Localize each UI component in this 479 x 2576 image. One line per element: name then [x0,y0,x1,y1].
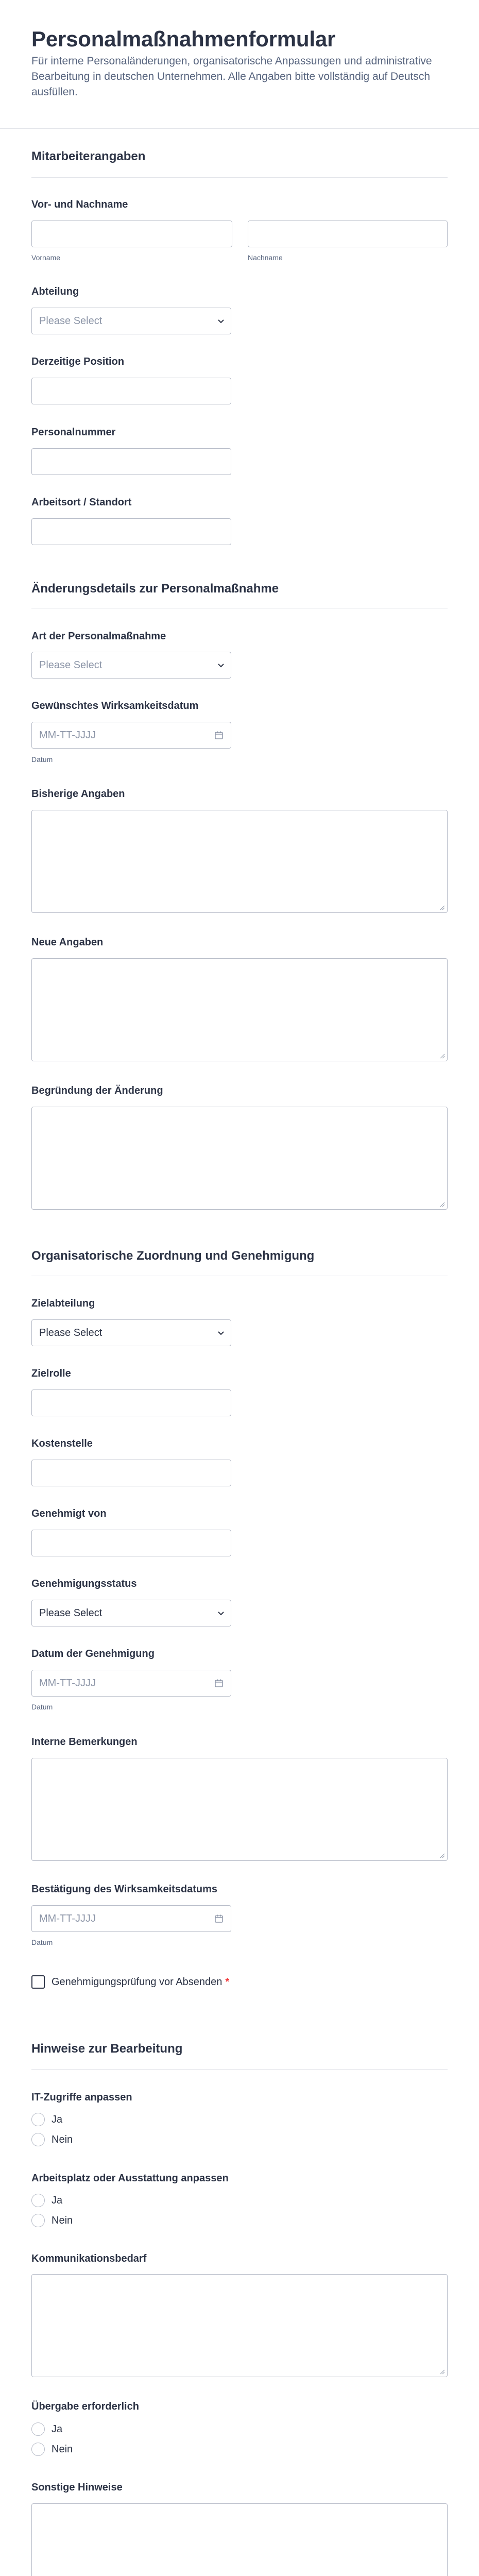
effective-date-input[interactable] [31,722,231,749]
chevron-down-icon [217,1329,225,1336]
it-access-no-radio[interactable] [31,2133,45,2146]
it-access-label: IT-Zugriffe anpassen [31,2092,132,2103]
calendar-icon[interactable] [214,1914,224,1923]
target-role-input[interactable] [31,1389,231,1416]
previous-data-textarea[interactable] [31,810,448,913]
approval-status-select[interactable] [31,1600,231,1626]
resize-grip-icon[interactable] [439,1852,445,1858]
department-select[interactable] [31,308,231,334]
department-label: Abteilung [31,286,79,297]
cost-center-input[interactable] [31,1460,231,1486]
communication-textarea[interactable] [31,2274,448,2377]
page-subtitle: Für interne Personaländerungen, organisatorische Anpassungen und administrative Bearbeitung in deutschen Unternehmen. Alle Angaben bitte vollständig auf Deutsch ausfüllen. [31,55,432,98]
resize-grip-icon[interactable] [439,2368,445,2375]
section-title-employee: Mitarbeiterangaben [31,149,146,163]
approval-check-text: Genehmigungsprüfung vor Absenden [52,1976,223,1988]
workplace-no-label[interactable]: Nein [52,2215,73,2226]
reason-label: Begründung der Änderung [31,1085,163,1096]
previous-data-label: Bisherige Angaben [31,788,125,800]
workplace-yes-radio[interactable] [31,2194,45,2207]
chevron-down-icon [217,317,225,325]
confirm-date-sublabel: Datum [31,1938,53,1946]
handover-no-label[interactable]: Nein [52,2444,73,2455]
workplace-label: Arbeitsplatz oder Ausstattung anpassen [31,2173,229,2184]
action-type-select-value: Please Select [39,659,102,671]
internal-notes-label: Interne Bemerkungen [31,1736,138,1748]
internal-notes-textarea[interactable] [31,1758,448,1861]
effective-date-label: Gewünschtes Wirksamkeitsdatum [31,700,199,711]
divider [31,2069,448,2070]
approved-by-input[interactable] [31,1530,231,1556]
first-name-input[interactable] [31,221,232,247]
last-name-sublabel: Nachname [248,253,283,262]
workplace-yes-label[interactable]: Ja [52,2195,63,2206]
reason-textarea[interactable] [31,1107,448,1210]
approved-by-label: Genehmigt von [31,1508,107,1519]
last-name-input[interactable] [248,221,448,247]
section-title-processing-notes: Hinweise zur Bearbeitung [31,2042,183,2056]
chevron-down-icon [217,662,225,669]
other-notes-textarea[interactable] [31,2503,448,2576]
section-title-change-details: Änderungsdetails zur Personalmaßnahme [31,582,279,596]
personnel-number-label: Personalnummer [31,427,116,438]
calendar-icon[interactable] [214,1679,224,1688]
chevron-down-icon [217,1609,225,1617]
resize-grip-icon[interactable] [439,1053,445,1059]
location-input[interactable] [31,518,231,545]
confirm-date-placeholder: MM-TT-JJJJ [39,1913,96,1924]
resize-grip-icon[interactable] [439,904,445,910]
approval-date-sublabel: Datum [31,1703,53,1711]
workplace-no-radio[interactable] [31,2214,45,2227]
confirm-date-label: Bestätigung des Wirksamkeitsdatums [31,1884,218,1895]
page-title: Personalmaßnahmenformular [31,27,336,51]
confirm-date-input[interactable] [31,1905,231,1932]
approval-check-label [52,1976,229,1988]
new-data-textarea[interactable] [31,958,448,1061]
effective-date-sublabel: Datum [31,755,53,764]
other-notes-label: Sonstige Hinweise [31,2482,123,2493]
name-label: Vor- und Nachname [31,199,128,210]
personnel-number-input[interactable] [31,448,231,475]
action-type-label: Art der Personalmaßnahme [31,631,166,642]
handover-yes-radio[interactable] [31,2422,45,2436]
department-select-value: Please Select [39,315,102,327]
approval-date-placeholder: MM-TT-JJJJ [39,1677,96,1689]
handover-label: Übergabe erforderlich [31,2401,139,2412]
position-label: Derzeitige Position [31,356,125,367]
new-data-label: Neue Angaben [31,937,104,948]
required-mark: * [225,1976,230,1988]
target-department-label: Zielabteilung [31,1298,95,1309]
action-type-select[interactable] [31,652,231,679]
approval-status-label: Genehmigungsstatus [31,1578,137,1589]
form-header [0,0,479,129]
calendar-icon[interactable] [214,731,224,740]
location-label: Arbeitsort / Standort [31,497,132,508]
handover-no-radio[interactable] [31,2443,45,2456]
target-role-label: Zielrolle [31,1368,71,1379]
approval-date-label: Datum der Genehmigung [31,1648,155,1659]
approval-status-select-value: Please Select [39,1607,102,1619]
target-department-select-value: Please Select [39,1327,102,1338]
handover-yes-label[interactable]: Ja [52,2424,63,2435]
effective-date-placeholder: MM-TT-JJJJ [39,730,96,741]
communication-label: Kommunikationsbedarf [31,2253,147,2264]
approval-date-input[interactable] [31,1670,231,1697]
it-access-no-label[interactable]: Nein [52,2134,73,2145]
resize-grip-icon[interactable] [439,1201,445,1207]
it-access-yes-radio[interactable] [31,2113,45,2126]
it-access-yes-label[interactable]: Ja [52,2114,63,2125]
first-name-sublabel: Vorname [31,253,61,262]
target-department-select[interactable] [31,1319,231,1346]
cost-center-label: Kostenstelle [31,1438,93,1449]
section-title-approval: Organisatorische Zuordnung und Genehmigung [31,1249,315,1263]
position-input[interactable] [31,378,231,404]
divider [31,177,448,178]
approval-check-checkbox[interactable] [31,1975,45,1989]
